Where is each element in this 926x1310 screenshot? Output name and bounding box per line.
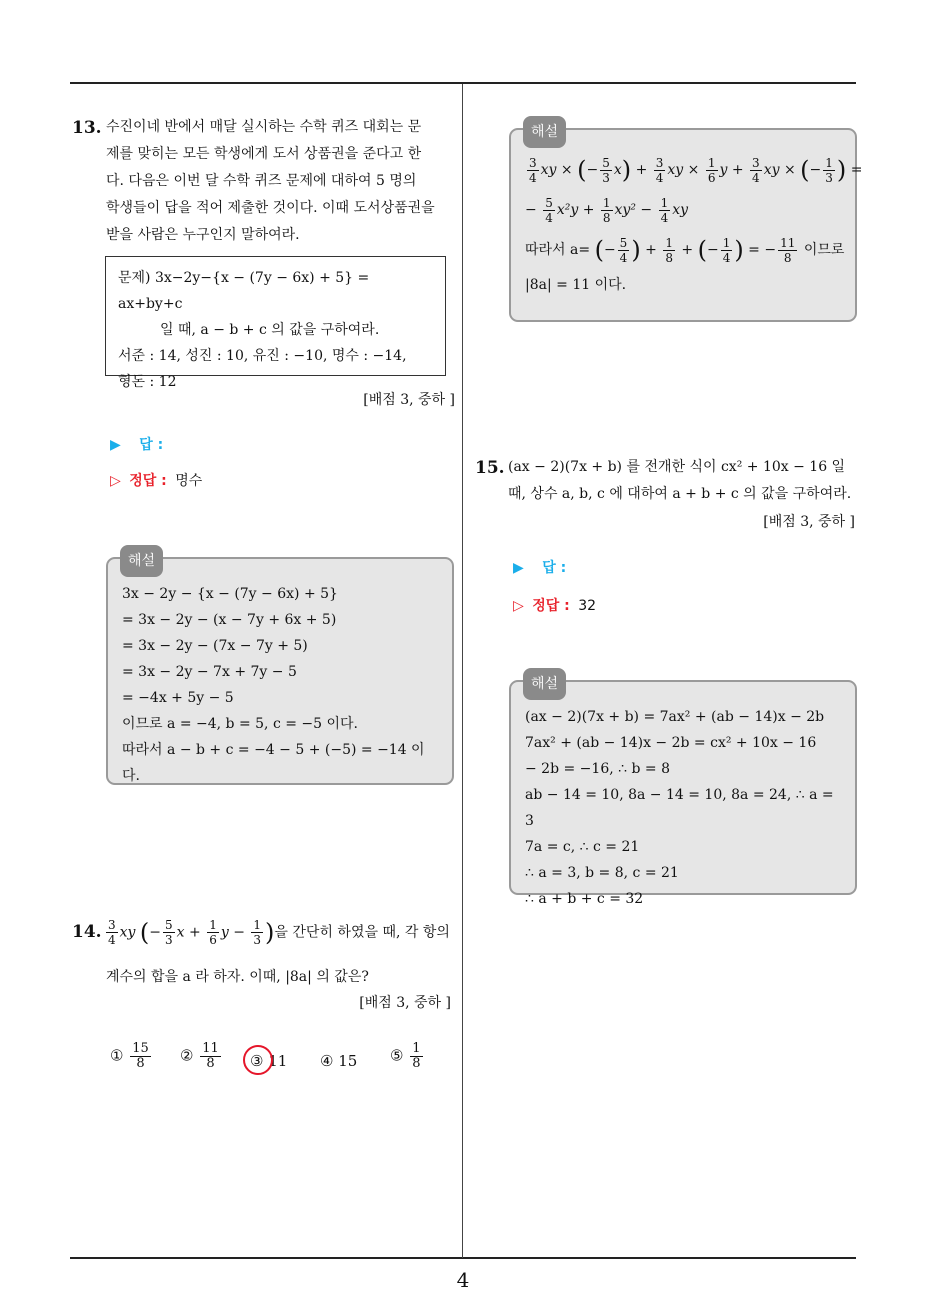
q13-number: 13. [72,118,102,138]
q13-explanation-box [106,553,454,785]
q15-score: [배점 3, 중하 ] [763,514,855,530]
q13-exp-line: = 3x − 2y − (7x − 7y + 5) [122,638,308,654]
q14-line2: 계수의 합을 a 라 하자. 이때, |8a| 의 값은? [106,969,369,985]
q13-exp-line: = 3x − 2y − (x − 7y + 6x + 5) [122,612,337,628]
q15-line: (ax − 2)(7x + b) 를 전개한 식이 cx² + 10x − 16 일 [508,459,846,475]
q13-box-line: 형돈 : 12 [118,374,177,390]
q13-line: 받을 사람은 누구인지 말하여라. [106,227,300,243]
choice-4[interactable]: ④ 15 [320,1052,358,1070]
selected-answer-circle-icon [243,1045,273,1075]
q15-correct-label: 정답 : [532,598,570,614]
q13-box-line: 서준 : 14, 성진 : 10, 유진 : −10, 명수 : −14, [118,348,407,364]
q13-line: 학생들이 답을 적어 제출한 것이다. 이때 도서상품권을 [106,200,435,216]
fraction: $\frac{3}{4}$ [108,918,116,947]
q15-number: 15. [475,458,505,478]
q14-exp-line3: 따라서 a= (− $\frac{5}{4}$ ) + $\frac{1}{8}$ + (− $\frac{1}{4}$ ) = − $\frac{11}{8}$ 이므로 [525,235,845,265]
q14-number: 14. [72,922,102,942]
q15-exp-line: ab − 14 = 10, 8a − 14 = 10, 8a = 24, ∴ a = 3 [525,787,834,829]
q15-line: 때, 상수 a, b, c 에 대하여 a + b + c 의 값을 구하여라. [508,486,852,502]
fraction: $\frac{15}{8}$ [132,1041,149,1071]
q13-text [106,114,456,249]
q15-exp-line: (ax − 2)(7x + b) = 7ax² + (ab − 14)x − 2b [525,709,825,725]
q15-exp-line: 7a = c, ∴ c = 21 [525,839,640,855]
q13-line: 제를 맞히는 모든 학생에게 도서 상품권을 준다고 한 [106,146,422,162]
q14-exp-line4: |8a| = 11 이다. [525,277,627,293]
q13-correct-value: 명수 [175,473,203,489]
play-outline-icon: ▷ [513,598,524,614]
q13-exp-line: = 3x − 2y − 7x + 7y − 5 [122,664,297,680]
play-outline-icon: ▷ [110,473,121,489]
choice-5[interactable]: ⑤ $\frac{1}{8}$ [390,1041,421,1071]
q13-score: [배점 3, 중하 ] [363,392,455,408]
q13-correct-row [110,470,202,490]
play-icon: ▶ [110,437,121,453]
q13-exp-line: = −4x + 5y − 5 [122,690,234,706]
q15-explanation-tag: 해설 [523,668,566,700]
choice-1[interactable]: ① $\frac{15}{8}$ [110,1041,149,1071]
q14-explanation-tag: 해설 [523,116,566,148]
q14-exp-line2: − $\frac{5}{4}$ x²y + $\frac{1}{8}$ xy² − $\frac{1}{4}$ xy [525,195,689,225]
q14-line1: $\frac{3}{4}$ xy (− $\frac{5}{3}$ x + $\frac{1}{6}$ y − $\frac{1}{3}$ )을 간단히 하였을 때, 각 항의 [108,918,450,947]
q15-exp-line: ∴ a = 3, b = 8, c = 21 [525,865,679,881]
q13-line: 수진이네 반에서 매달 실시하는 수학 퀴즈 대회는 문 [106,119,422,135]
q14-explanation-box [509,124,863,322]
q13-correct-label: 정답 : [129,473,167,489]
q14-exp-line1: $\frac{3}{4}$ xy × (− $\frac{5}{3}$ x) + $\frac{3}{4}$ xy × $\frac{1}{6}$ y + $\frac{3}{4}$ xy × (− $\frac{1}{3}$ ) = [529,155,863,185]
q15-correct-row [513,595,596,615]
column-divider [462,84,463,1258]
page-number: 4 [456,1268,470,1292]
q13-line: 다. 다음은 이번 달 수학 퀴즈 문제에 대하여 5 명의 [106,173,417,189]
fraction: $\frac{1}{8}$ [412,1041,421,1071]
q13-problem-box [105,256,446,390]
q15-answer-label: 답 : [542,560,567,576]
q13-exp-line: 이므로 a = −4, b = 5, c = −5 이다. [122,716,358,732]
q15-correct-value: 32 [578,598,597,614]
q13-answer-row [110,434,163,454]
choice-2[interactable]: ② $\frac{11}{8}$ [180,1041,219,1071]
fraction: $\frac{11}{8}$ [202,1041,219,1071]
q14-score: [배점 3, 중하 ] [359,995,451,1011]
q14-line1-tail: 을 간단히 하였을 때, 각 항의 [274,924,450,941]
q13-answer-label: 답 : [139,437,164,453]
choice-3[interactable]: ③ 11 [250,1052,288,1070]
q15-exp-line: 7ax² + (ab − 14)x − 2b = cx² + 10x − 16 [525,735,817,751]
q13-box-line: 문제) 3x−2y−{x − (7y − 6x) + 5} = ax+by+c [118,270,370,312]
q15-exp-line: − 2b = −16, ∴ b = 8 [525,761,670,777]
q13-exp-line: 따라서 a − b + c = −4 − 5 + (−5) = −14 이다. [122,742,425,784]
fraction: $\frac{1}{6}$ [209,918,217,947]
q15-explanation-box [509,676,857,907]
q13-box-line: 일 때, a − b + c 의 값을 구하여라. [160,322,380,338]
fraction: $\frac{5}{3}$ [165,918,173,947]
play-icon: ▶ [513,560,524,576]
q15-exp-line: ∴ a + b + c = 32 [525,891,644,907]
q14-xy: xy [119,924,136,941]
q15-text [508,454,858,508]
q15-answer-row [513,557,566,577]
q13-exp-line: 3x − 2y − {x − (7y − 6x) + 5} [122,586,338,602]
q13-explanation-tag: 해설 [120,545,163,577]
fraction: $\frac{1}{3}$ [253,918,262,947]
